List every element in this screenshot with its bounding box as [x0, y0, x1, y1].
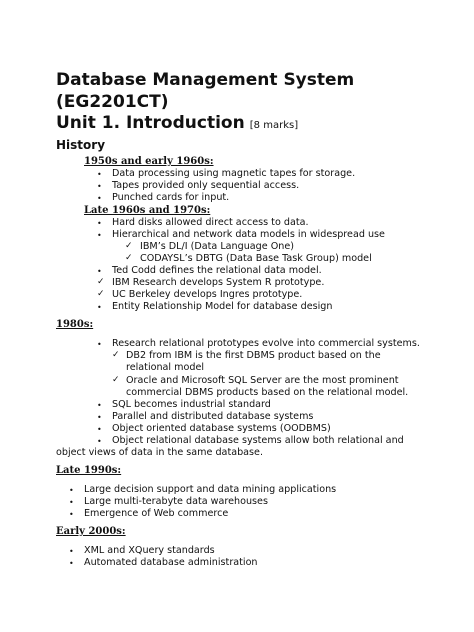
list-item: Tapes provided only sequential access.: [112, 180, 300, 191]
list-item: Hard disks allowed direct access to data.: [112, 217, 309, 228]
list-item: Parallel and distributed database systems: [112, 411, 314, 422]
bullet-icon: •: [69, 486, 74, 495]
bullet-icon: •: [69, 559, 74, 568]
list-item-continued: object views of data in the same database.: [56, 447, 264, 458]
checkmark-icon: ✓: [112, 375, 120, 385]
bullet-icon: •: [97, 437, 102, 446]
checkmark-icon: ✓: [125, 253, 133, 263]
sub-list-item: CODAYSL’s DBTG (Data Base Task Group) model: [140, 253, 372, 264]
list-item: Large multi-terabyte data warehouses: [84, 496, 268, 507]
bullet-icon: •: [97, 401, 102, 410]
list-item: Research relational prototypes evolve into commercial systems.: [112, 338, 420, 349]
bullet-icon: •: [97, 425, 102, 434]
list-item: Hierarchical and network data models in widespread use: [112, 229, 385, 240]
list-item: Entity Relationship Model for database design: [112, 301, 333, 312]
list-item: Object relational database systems allow both relational and: [112, 435, 404, 446]
list-item: Punched cards for input.: [112, 192, 230, 203]
unit-heading: [56, 113, 298, 133]
bullet-icon: •: [97, 182, 102, 191]
bullet-icon: •: [69, 547, 74, 556]
sub-list-item: UC Berkeley develops Ingres prototype.: [112, 289, 303, 300]
list-item: Ted Codd defines the relational data model.: [112, 265, 322, 276]
checkmark-icon: ✓: [97, 289, 105, 299]
section-heading-1980s: 1980s:: [56, 319, 94, 330]
bullet-icon: •: [97, 267, 102, 276]
section-heading-2000s: Early 2000s:: [56, 526, 126, 537]
section-heading-1950s: 1950s and early 1960s:: [84, 156, 214, 167]
bullet-icon: •: [97, 194, 102, 203]
bullet-icon: •: [97, 303, 102, 312]
list-item: Emergence of Web commerce: [84, 508, 229, 519]
sub-list-item-continued: relational model: [126, 362, 205, 373]
bullet-icon: •: [97, 340, 102, 349]
sub-list-item: Oracle and Microsoft SQL Server are the most prominent: [126, 375, 399, 386]
doc-title-line1: Database Management System: [56, 70, 355, 90]
list-item: Automated database administration: [84, 557, 258, 568]
unit-marks: [8 marks]: [249, 120, 299, 131]
bullet-icon: •: [97, 170, 102, 179]
checkmark-icon: ✓: [112, 350, 120, 360]
doc-title-line2: (EG2201CT): [56, 92, 169, 112]
list-item: Object oriented database systems (OODBMS): [112, 423, 331, 434]
unit-title: Unit 1. Introduction: [56, 113, 245, 133]
list-item: XML and XQuery standards: [84, 545, 215, 556]
bullet-icon: •: [97, 231, 102, 240]
list-item: SQL becomes industrial standard: [112, 399, 271, 410]
sub-list-item: IBM’s DL/I (Data Language One): [140, 241, 295, 252]
bullet-icon: •: [69, 498, 74, 507]
checkmark-icon: ✓: [97, 277, 105, 287]
section-heading-1970s: Late 1960s and 1970s:: [84, 205, 211, 216]
section-heading-1990s: Late 1990s:: [56, 465, 122, 476]
sub-list-item: IBM Research develops System R prototype.: [112, 277, 325, 288]
list-item: Large decision support and data mining applications: [84, 484, 337, 495]
checkmark-icon: ✓: [125, 241, 133, 251]
bullet-icon: •: [97, 219, 102, 228]
history-heading: History: [56, 138, 106, 152]
sub-list-item: DB2 from IBM is the first DBMS product based on the: [126, 350, 381, 361]
sub-list-item-continued: commercial DBMS products based on the relational model.: [126, 387, 409, 398]
bullet-icon: •: [69, 510, 74, 519]
bullet-icon: •: [97, 413, 102, 422]
list-item: Data processing using magnetic tapes for storage.: [112, 168, 356, 179]
